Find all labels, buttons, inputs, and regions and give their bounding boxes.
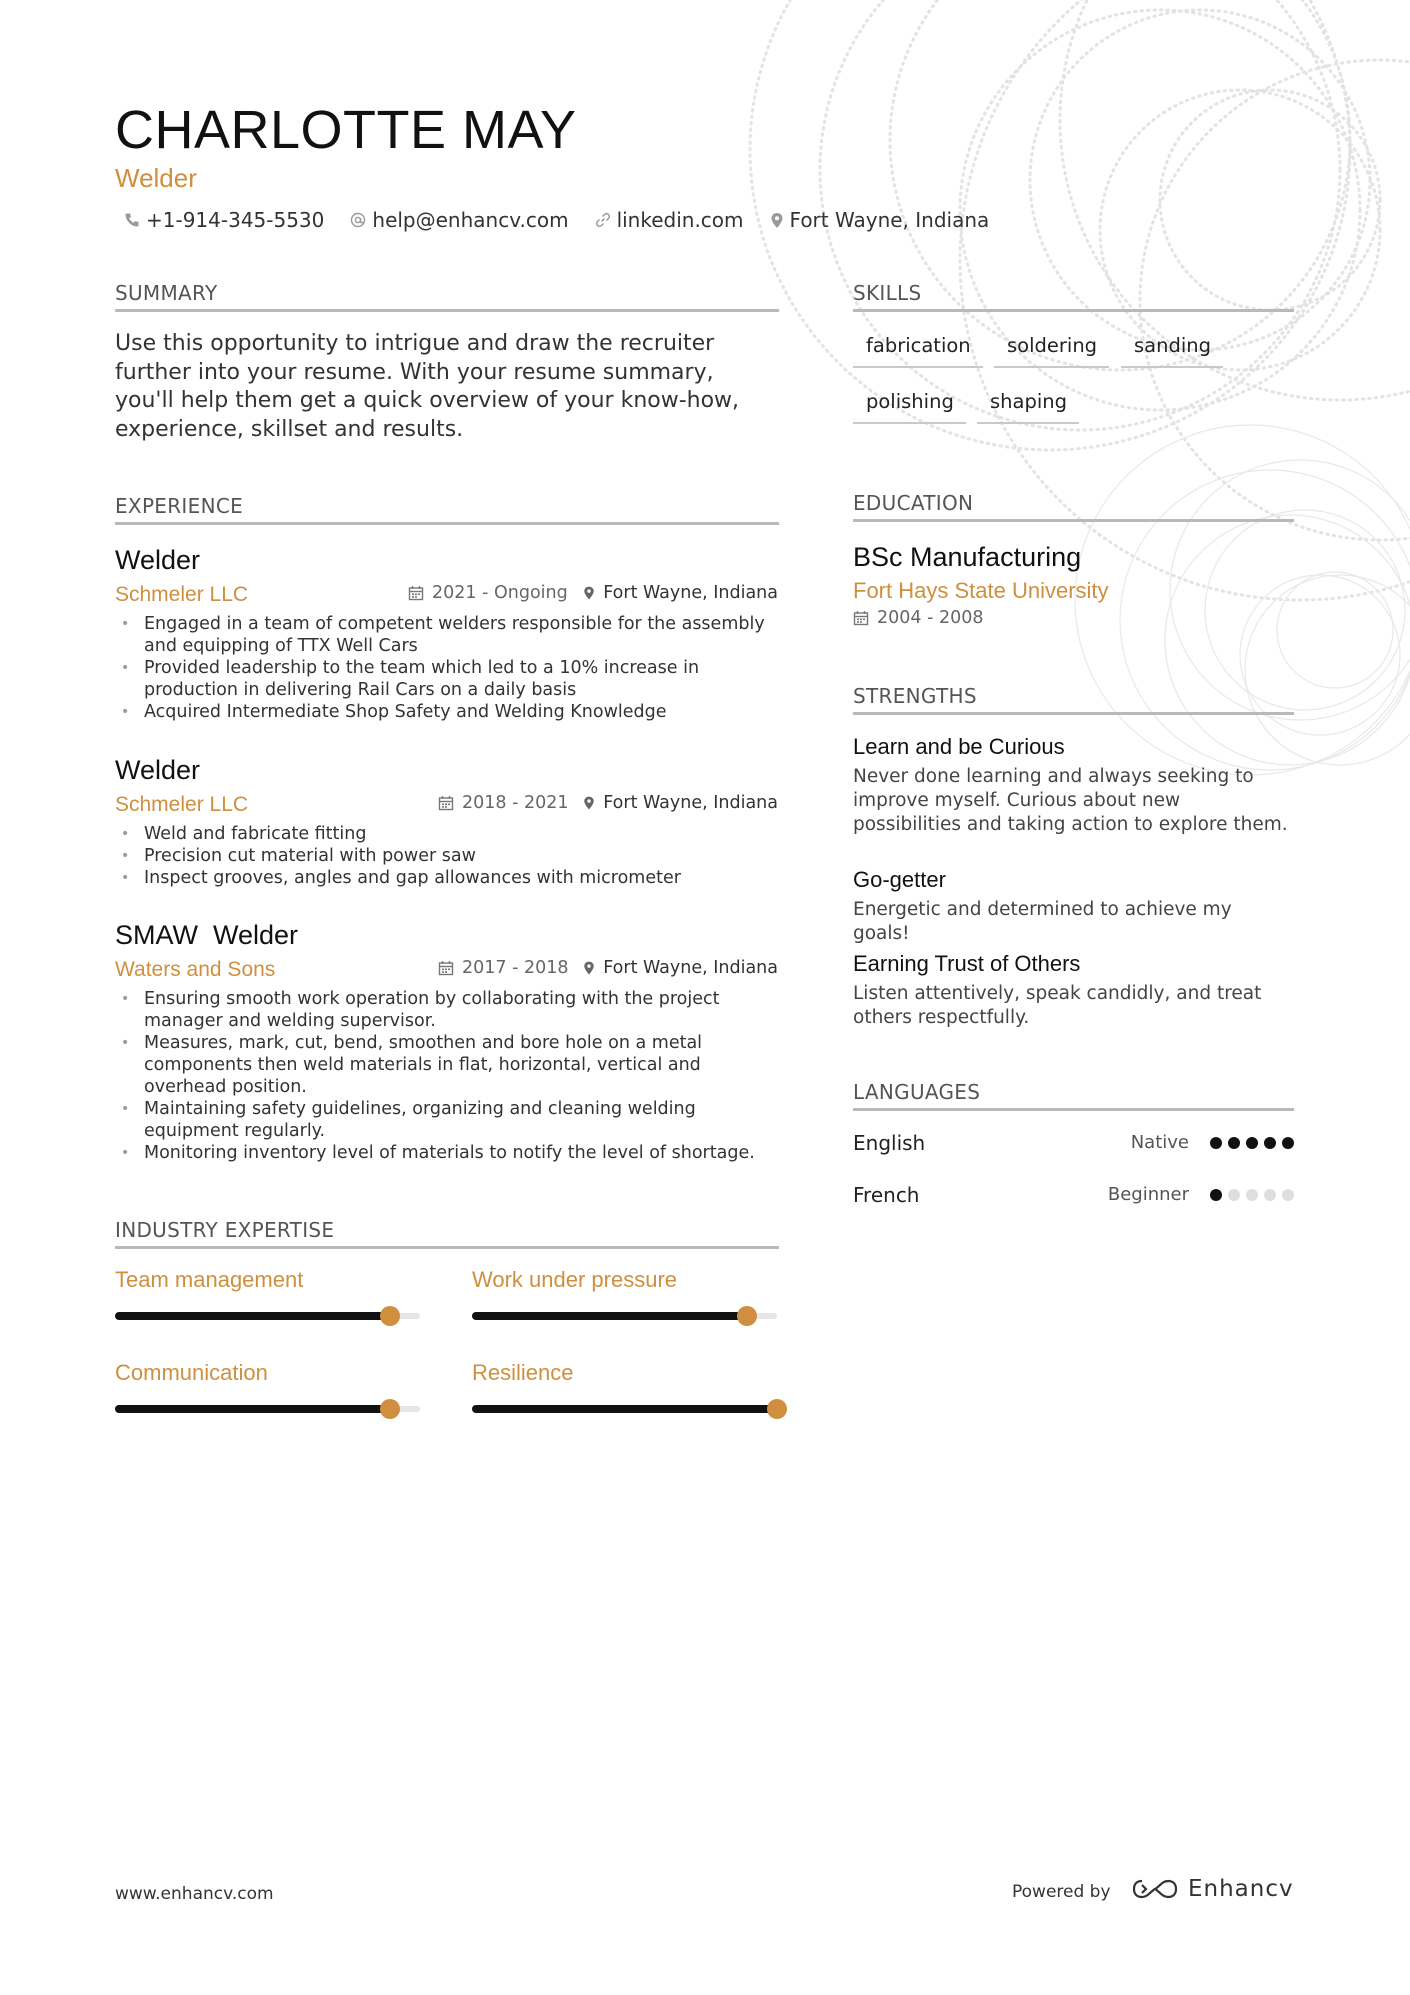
contact-phone[interactable]	[124, 208, 324, 232]
language-name: French	[853, 1183, 920, 1207]
job-dates-text: 2021 - Ongoing	[432, 583, 568, 603]
enhancv-logo-icon	[1132, 1877, 1178, 1901]
company-name: Schmeler LLC	[115, 583, 249, 606]
level-dot	[1246, 1189, 1258, 1201]
expertise-item	[115, 1266, 420, 1324]
contact-location	[770, 208, 990, 232]
location-pin-icon	[583, 960, 595, 976]
education-dates-text: 2004 - 2008	[877, 608, 984, 628]
job-dates	[438, 958, 569, 978]
link-icon	[595, 212, 611, 228]
level-dot	[1210, 1137, 1222, 1149]
language-level: Beginner	[1107, 1184, 1189, 1205]
strength-title: Earning Trust of Others	[853, 951, 1081, 976]
company-name: Schmeler LLC	[115, 793, 249, 816]
strength-item	[853, 733, 1293, 837]
location-pin-icon	[583, 585, 595, 601]
calendar-icon	[438, 795, 454, 811]
experience-item	[115, 753, 778, 889]
bullet-item: • Provided leadership to the team which led to a 10% increase in production in delivering Rail Cars on a daily basis	[115, 657, 778, 701]
job-bullets	[115, 988, 778, 1164]
languages-heading: LANGUAGES	[853, 1080, 1294, 1111]
education-dates	[853, 608, 1293, 628]
language-level: Native	[1130, 1132, 1189, 1153]
calendar-icon	[408, 585, 424, 601]
link-text: linkedin.com	[616, 208, 744, 232]
contact-email[interactable]	[350, 208, 568, 232]
education-item	[853, 540, 1293, 628]
expertise-bar-fill	[472, 1405, 777, 1413]
strengths-heading: STRENGTHS	[853, 684, 1294, 715]
experience-item	[115, 543, 778, 723]
expertise-bar-knob	[380, 1399, 400, 1419]
skills-heading: SKILLS	[853, 281, 1294, 312]
expertise-bar	[115, 1306, 420, 1324]
expertise-item	[472, 1359, 777, 1417]
expertise-bar-knob	[767, 1399, 787, 1419]
bullet-item: • Measures, mark, cut, bend, smoothen and bore hole on a metal components then weld materials in flat, horizontal, vertical and overhead position.	[115, 1032, 778, 1098]
job-location-text: Fort Wayne, Indiana	[603, 958, 778, 978]
education-degree: BSc Manufacturing	[853, 542, 1082, 572]
job-role: Welder	[115, 755, 201, 785]
level-dot	[1228, 1137, 1240, 1149]
job-bullets	[115, 823, 778, 889]
job-title: Welder	[115, 163, 197, 193]
strength-desc: Listen attentively, speak candidly, and treat others respectfully.	[853, 983, 1262, 1028]
job-dates-text: 2018 - 2021	[462, 793, 569, 813]
expertise-bar-knob	[737, 1306, 757, 1326]
job-bullets	[115, 613, 778, 723]
bullet-item: • Maintaining safety guidelines, organizing and cleaning welding equipment regularly.	[115, 1098, 778, 1142]
calendar-icon	[438, 960, 454, 976]
expertise-bar-knob	[380, 1306, 400, 1326]
skill-tag: polishing	[853, 390, 966, 424]
bullet-item: • Monitoring inventory level of materials to notify the level of shortage.	[115, 1142, 778, 1164]
expertise-bar-fill	[115, 1312, 390, 1320]
level-dot	[1246, 1137, 1258, 1149]
experience-heading: EXPERIENCE	[115, 494, 779, 525]
skill-tag: sanding	[1121, 334, 1223, 368]
footer-url[interactable]: www.enhancv.com	[115, 1884, 274, 1904]
level-dot	[1210, 1189, 1222, 1201]
skill-tag: shaping	[977, 390, 1079, 424]
language-dots	[1204, 1189, 1294, 1201]
level-dot	[1282, 1189, 1294, 1201]
brand-name: Enhancv	[1188, 1876, 1294, 1902]
email-text: help@enhancv.com	[372, 208, 569, 232]
bullet-item: • Inspect grooves, angles and gap allowances with micrometer	[115, 867, 778, 889]
brand-logo[interactable]	[1132, 1876, 1294, 1902]
expertise-label: Team management	[115, 1267, 304, 1292]
level-dot	[1264, 1137, 1276, 1149]
level-dot	[1282, 1137, 1294, 1149]
expertise-item	[115, 1359, 420, 1417]
job-location	[583, 958, 778, 978]
language-name: English	[853, 1131, 926, 1155]
expertise-label: Resilience	[472, 1360, 574, 1385]
expertise-bar-fill	[115, 1405, 390, 1413]
at-icon	[350, 212, 366, 228]
expertise-bar	[115, 1399, 420, 1417]
industry-expertise-heading: INDUSTRY EXPERTISE	[115, 1218, 779, 1249]
contact-bar	[124, 208, 1015, 232]
level-dot	[1264, 1189, 1276, 1201]
job-location	[583, 583, 778, 603]
job-dates	[408, 583, 568, 603]
bullet-item: • Precision cut material with power saw	[115, 845, 778, 867]
contact-link[interactable]	[595, 208, 744, 232]
expertise-label: Work under pressure	[472, 1267, 678, 1292]
education-heading: EDUCATION	[853, 491, 1294, 522]
expertise-bar-fill	[472, 1312, 747, 1320]
expertise-bar	[472, 1399, 777, 1417]
education-school: Fort Hays State University	[853, 578, 1109, 603]
bullet-item: • Acquired Intermediate Shop Safety and Welding Knowledge	[115, 701, 778, 723]
bullet-item: • Ensuring smooth work operation by collaborating with the project manager and welding supervisor.	[115, 988, 778, 1032]
strength-title: Go-getter	[853, 867, 946, 892]
language-item	[853, 1181, 1294, 1209]
location-pin-icon	[583, 795, 595, 811]
location-pin-icon	[770, 212, 784, 229]
strength-item	[853, 950, 1293, 1030]
location-text: Fort Wayne, Indiana	[789, 208, 990, 232]
phone-text: +1-914-345-5530	[146, 208, 325, 232]
bullet-item: • Engaged in a team of competent welders responsible for the assembly and equipping of TTX Well Cars	[115, 613, 778, 657]
calendar-icon	[853, 610, 869, 626]
job-dates	[438, 793, 569, 813]
company-name: Waters and Sons	[115, 958, 276, 981]
powered-by-text: Powered by	[1012, 1882, 1111, 1902]
expertise-label: Communication	[115, 1360, 268, 1385]
experience-item	[115, 918, 778, 1164]
language-item	[853, 1129, 1294, 1157]
phone-icon	[124, 212, 140, 228]
language-dots	[1204, 1137, 1294, 1149]
strength-title: Learn and be Curious	[853, 734, 1065, 759]
job-role: Welder	[115, 545, 201, 575]
candidate-name: CHARLOTTE MAY	[115, 100, 577, 160]
expertise-item	[472, 1266, 777, 1324]
expertise-bar	[472, 1306, 777, 1324]
job-location	[583, 793, 778, 813]
job-location-text: Fort Wayne, Indiana	[603, 793, 778, 813]
summary-text: Use this opportunity to intrigue and draw the recruiter further into your resume. With your resume summary, you'll help them get a quick overview of your know-how, experience, skillset and results.	[115, 331, 740, 442]
job-location-text: Fort Wayne, Indiana	[603, 583, 778, 603]
job-dates-text: 2017 - 2018	[462, 958, 569, 978]
skill-tag: soldering	[994, 334, 1109, 368]
bullet-item: • Weld and fabricate fitting	[115, 823, 778, 845]
job-role: SMAW Welder	[115, 920, 299, 950]
level-dot	[1228, 1189, 1240, 1201]
skill-tag: fabrication	[853, 334, 983, 368]
strength-desc: Never done learning and always seeking to improve myself. Curious about new possibilities and taking action to explore them.	[853, 766, 1288, 835]
strength-desc: Energetic and determined to achieve my goals!	[853, 899, 1232, 944]
summary-heading: SUMMARY	[115, 281, 779, 312]
strength-item	[853, 866, 1293, 946]
